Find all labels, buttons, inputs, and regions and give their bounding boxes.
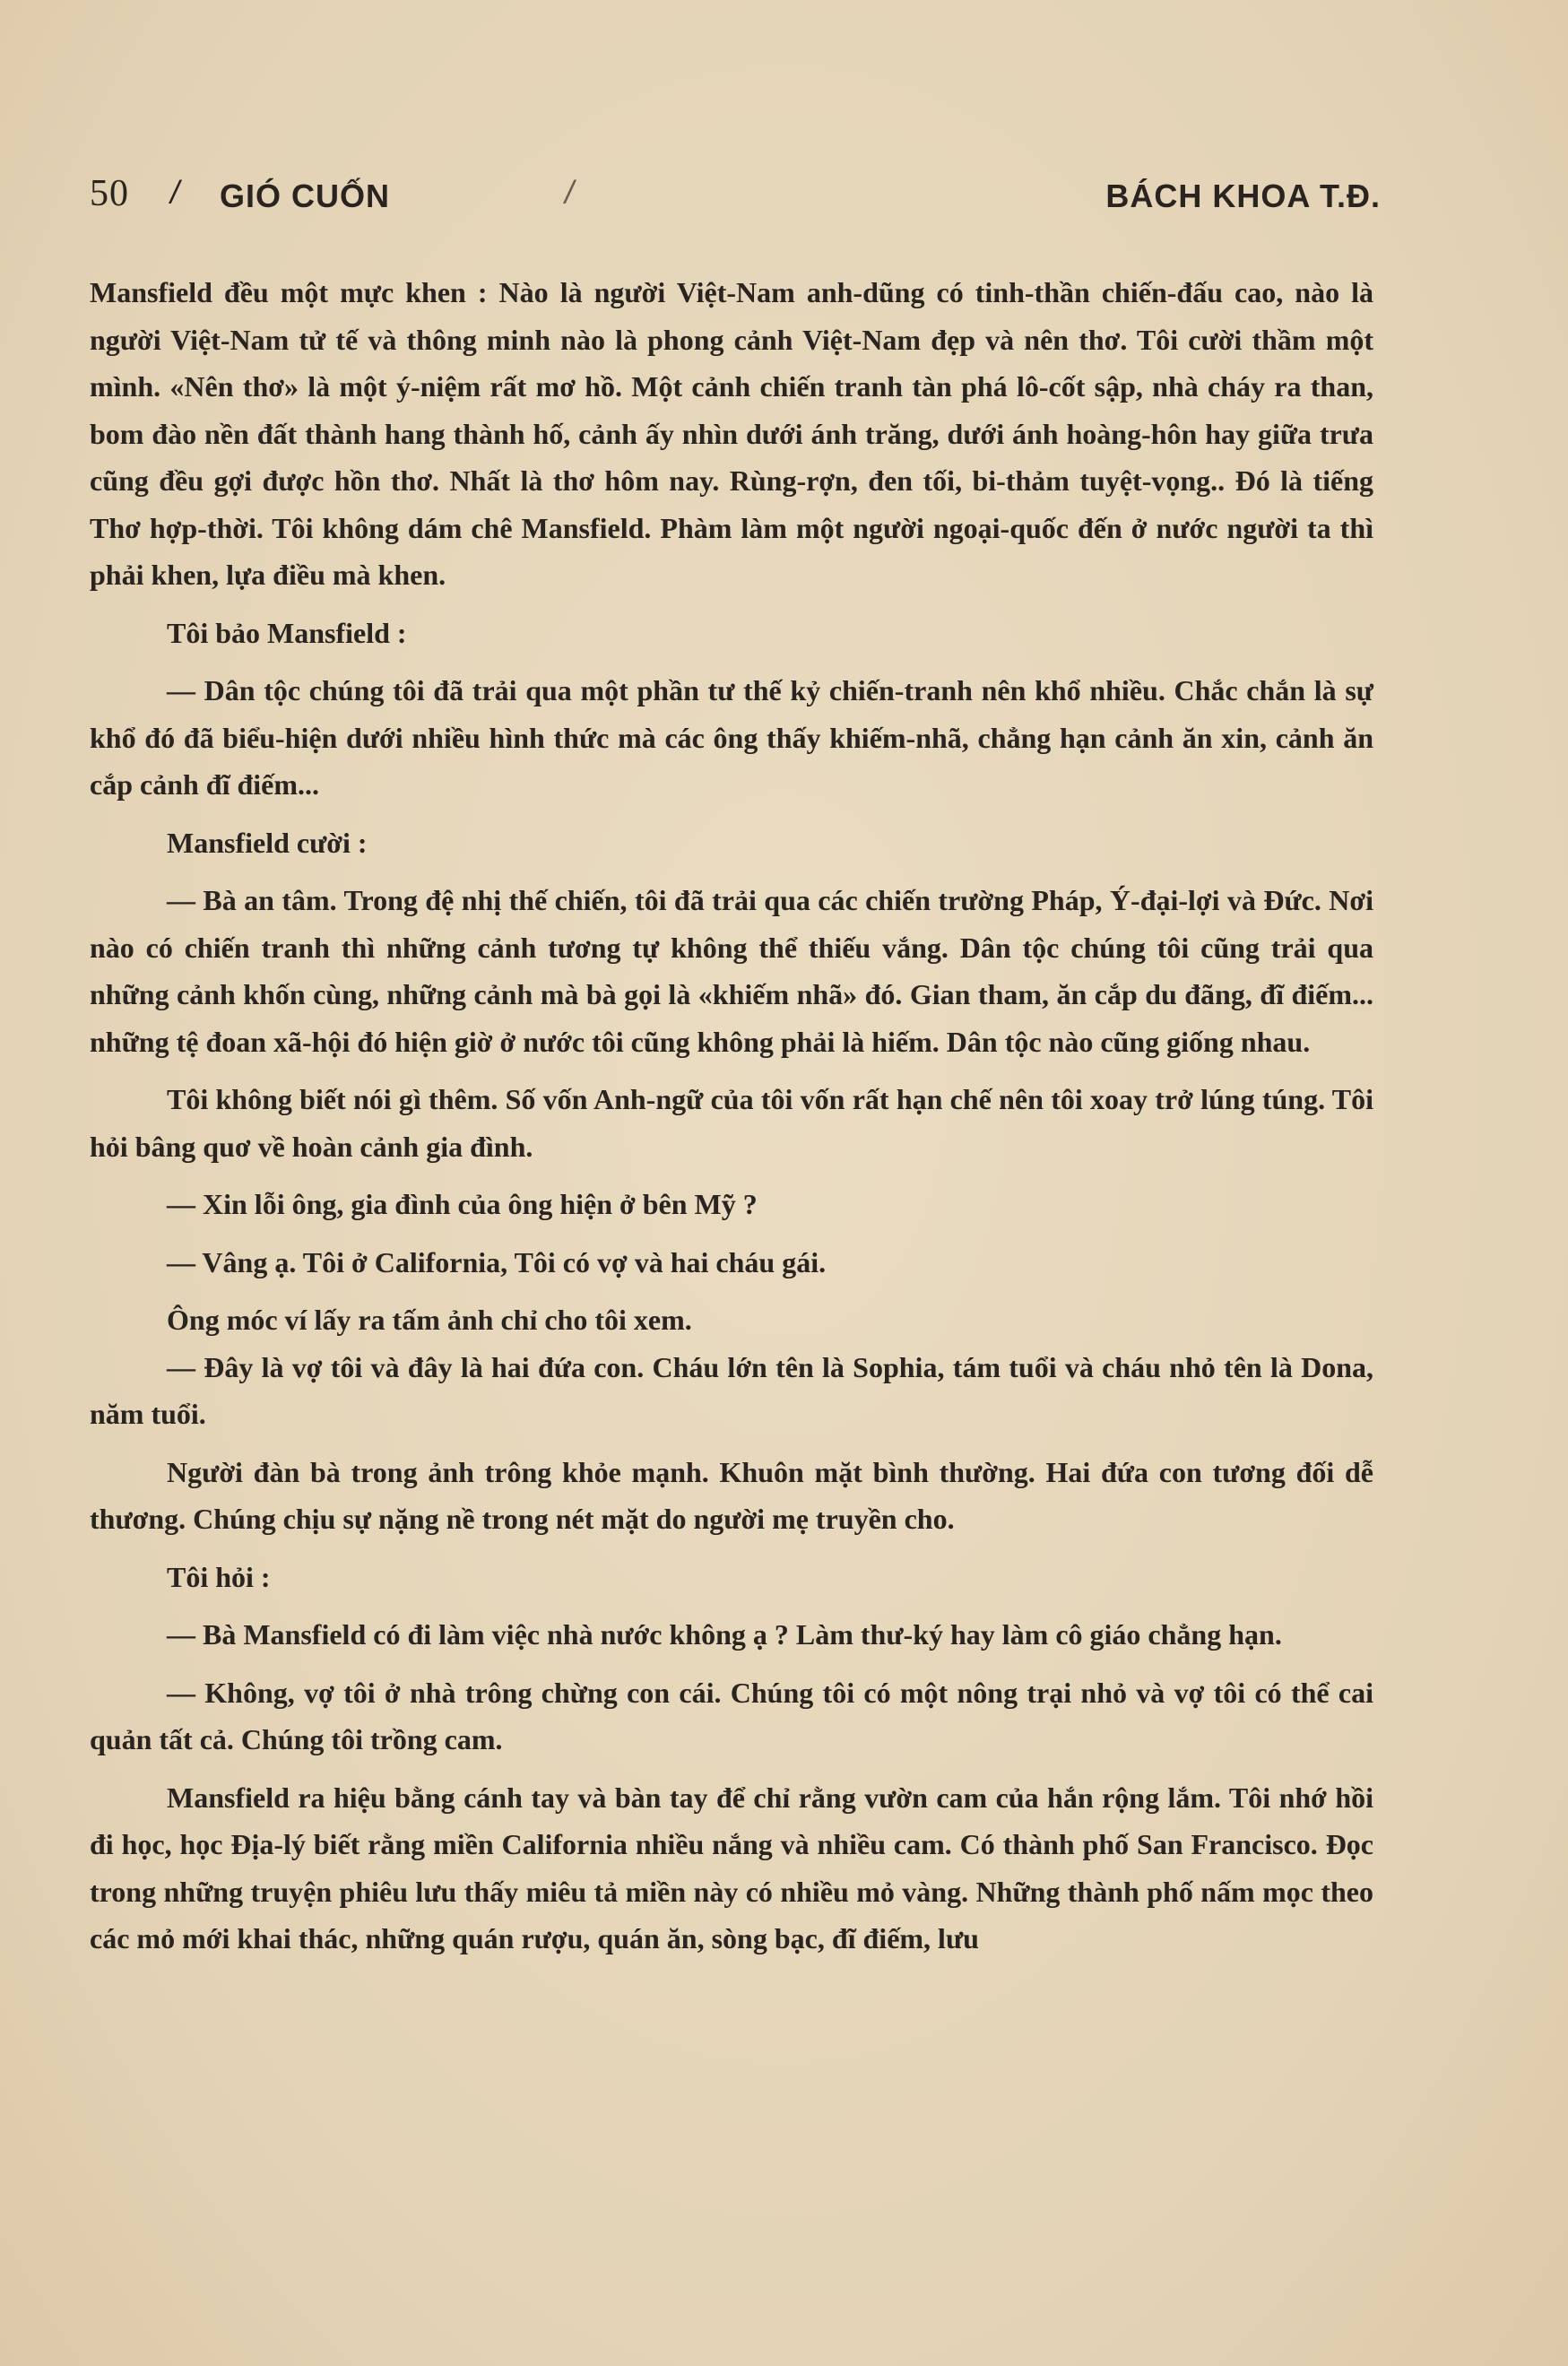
- paragraph: Mansfield ra hiệu bằng cánh tay và bàn tay để chỉ rằng vườn cam của hắn rộng lắm. Tôi nhớ hồi đi học, học Địa-lý biết rằng miền California nhiều nắng và nhiều cam. Có thành phố San Francisco. Đọc trong những truyện phiêu lưu thấy miêu tả miền này có nhiều mỏ vàng. Những thành phố nấm mọc theo các mỏ mới khai thác, những quán rượu, quán ăn, sòng bạc, đĩ điếm, lưu: [90, 1781, 1373, 1954]
- paragraph: Ông móc ví lấy ra tấm ảnh chỉ cho tôi xem.: [167, 1304, 692, 1336]
- paragraph: Người đàn bà trong ảnh trông khỏe mạnh. Khuôn mặt bình thường. Hai đứa con tương đối dễ thương. Chúng chịu sự nặng nề trong nét mặt do người mẹ truyền cho.: [90, 1455, 1373, 1535]
- paragraph: Tôi hỏi :: [167, 1560, 271, 1593]
- page-number: 50: [90, 173, 129, 214]
- paragraph: Mansfield cười :: [167, 826, 368, 859]
- header-separator: /: [565, 174, 576, 211]
- dialogue-line: — Bà an tâm. Trong đệ nhị thế chiến, tôi đã trải qua các chiến trường Pháp, Ý-đại-lợi và Đức. Nơi nào có chiến tranh thì những cảnh tương tự không thể thiếu vắng. Dân tộc chúng tôi cũng trải qua những cảnh khốn cùng, những cảnh mà bà gọi là «khiếm nhã» đó. Gian tham, ăn cắp du đãng, đĩ điếm... những tệ đoan xã-hội đó hiện giờ ở nước tôi cũng không phải là hiếm. Dân tộc nào cũng giống nhau.: [90, 884, 1373, 1058]
- running-title: GIÓ CUỐN: [220, 178, 391, 214]
- paragraph: Tôi bảo Mansfield :: [167, 616, 407, 649]
- header-separator: /: [170, 174, 181, 211]
- journal-name: BÁCH KHOA T.Đ.: [1105, 178, 1381, 214]
- paragraph: Mansfield đều một mực khen : Nào là người Việt-Nam anh-dũng có tinh-thần chiến-đấu cao, nào là người Việt-Nam tử tế và thông minh nào là phong cảnh Việt-Nam đẹp và nên thơ. Tôi cười thầm một mình. «Nên thơ» là một ý-niệm rất mơ hồ. Một cảnh chiến tranh tàn phá lô-cốt sập, nhà cháy ra than, bom đào nền đất thành hang thành hố, cảnh ấy nhìn dưới ánh trăng, dưới ánh hoàng-hôn hay giữa trưa cũng đều gợi được hồn thơ. Nhất là thơ hôm nay. Rùng-rợn, đen tối, bi-thảm tuyệt-vọng.. Đó là tiếng Thơ hợp-thời. Tôi không dám chê Mansfield. Phàm làm một người ngoại-quốc đến ở nước người ta thì phải khen, lựa điều mà khen.: [90, 276, 1373, 591]
- dialogue-line: — Vâng ạ. Tôi ở California, Tôi có vợ và hai cháu gái.: [167, 1245, 827, 1278]
- body-text: [90, 269, 1373, 1963]
- dialogue-line: — Bà Mansfield có đi làm việc nhà nước không ạ ? Làm thư-ký hay làm cô giáo chẳng hạn.: [167, 1618, 1282, 1651]
- dialogue-line: — Dân tộc chúng tôi đã trải qua một phần tư thế kỷ chiến-tranh nên khổ nhiều. Chắc chắn là sự khổ đó đã biểu-hiện dưới nhiều hình thức mà các ông thấy khiếm-nhã, chẳng hạn cảnh ăn xin, cảnh ăn cắp cảnh đĩ điếm...: [90, 674, 1373, 801]
- paragraph: Tôi không biết nói gì thêm. Số vốn Anh-ngữ của tôi vốn rất hạn chế nên tôi xoay trở lúng túng. Tôi hỏi bâng quơ về hoàn cảnh gia đình.: [90, 1083, 1373, 1163]
- dialogue-line: — Không, vợ tôi ở nhà trông chừng con cái. Chúng tôi có một nông trại nhỏ và vợ tôi có thể cai quản tất cả. Chúng tôi trồng cam.: [90, 1676, 1373, 1755]
- dialogue-line: — Xin lỗi ông, gia đình của ông hiện ở bên Mỹ ?: [167, 1188, 758, 1220]
- dialogue-line: — Đây là vợ tôi và đây là hai đứa con. Cháu lớn tên là Sophia, tám tuổi và cháu nhỏ tên là Dona, năm tuổi.: [90, 1350, 1373, 1430]
- page-header: [90, 172, 1381, 226]
